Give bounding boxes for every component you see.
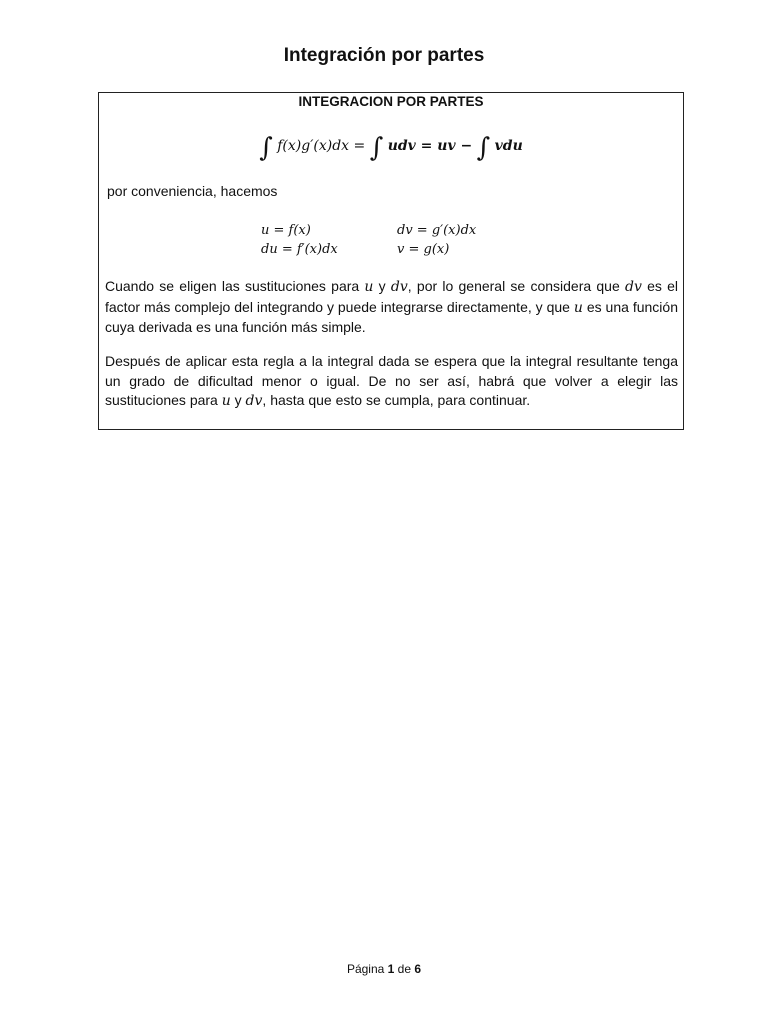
math-u: u (364, 279, 374, 295)
math-dv: dv (390, 279, 408, 295)
substitution-row (261, 240, 476, 259)
paragraph-2 (105, 352, 678, 412)
text-run: , por lo general se considera que (407, 278, 625, 294)
page-footer (0, 962, 768, 976)
content-box (98, 92, 684, 430)
substitution-left: u = f(x) (261, 223, 311, 238)
paragraph-1 (105, 277, 678, 338)
text-run: es el factor más complejo del integrando y puede integrarse directamente, y que (105, 278, 678, 315)
math-u: u (221, 393, 231, 409)
substitution-row (261, 221, 476, 240)
text-run: Cuando se eligen las sustituciones para (105, 278, 365, 294)
total-pages: 6 (414, 962, 422, 976)
intro-text: por conveniencia, hacemos (107, 183, 278, 199)
text-run: es una función cuya derivada es una función más simple. (105, 298, 678, 335)
formula-mid: udv = uv − (387, 138, 473, 154)
formula-lhs: f(x)g′(x)dx = (277, 138, 366, 154)
substitution-right: v = g(x) (397, 242, 450, 257)
integral-sign: ∫ (259, 133, 273, 163)
page-of: de (394, 962, 415, 976)
math-dv: dv (624, 279, 642, 295)
substitutions (261, 221, 476, 259)
integral-sign: ∫ (369, 133, 384, 163)
text-run: , hasta que esto se cumpla, para continuar. (262, 392, 531, 408)
text-run: Después de aplicar esta regla a la integral dada se espera que la integral resultante tenga un grado de dificultad menor o igual. De no ser así, habrá que volver a elegir las sustituciones para (105, 353, 678, 408)
math-u: u (573, 299, 583, 316)
integration-by-parts-formula (99, 133, 683, 163)
text-run: y (373, 278, 391, 294)
box-heading: INTEGRACION POR PARTES (298, 94, 484, 109)
page-label: Página (346, 962, 388, 976)
formula-rhs: vdu (494, 138, 523, 154)
current-page: 1 (387, 962, 395, 976)
integral-sign: ∫ (476, 133, 491, 163)
math-dv: dv (245, 393, 263, 409)
substitution-right: dv = g′(x)dx (397, 223, 477, 238)
text-run: y (230, 392, 246, 408)
substitution-left: du = f′(x)dx (261, 242, 338, 257)
page-title: Integración por partes (283, 45, 485, 66)
